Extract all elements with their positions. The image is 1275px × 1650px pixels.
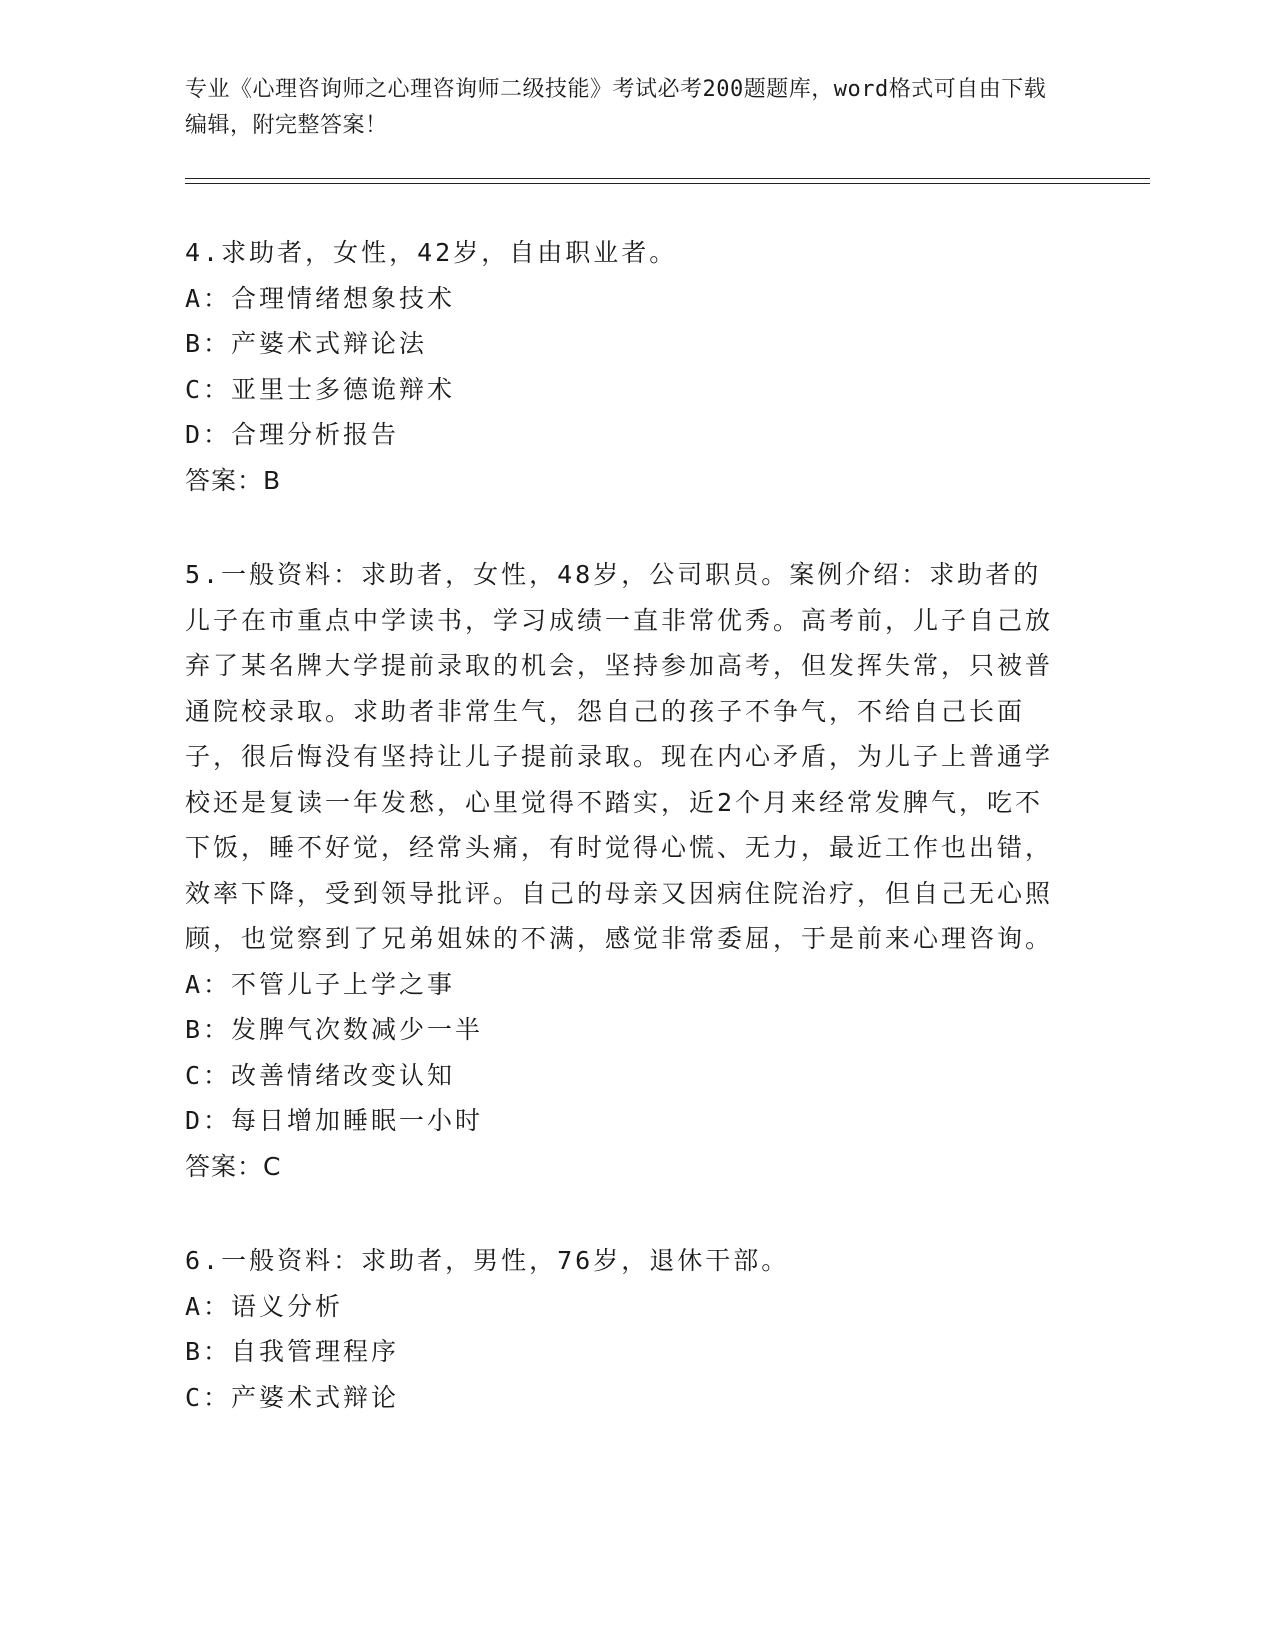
option-c: C：亚里士多德诡辩术 xyxy=(185,374,456,404)
question-item xyxy=(185,1238,1065,1420)
question-item xyxy=(185,230,1065,503)
option-a: A：语义分析 xyxy=(185,1291,344,1321)
option-b: B：发脾气次数减少一半 xyxy=(185,1015,484,1044)
option-a: A：合理情绪想象技术 xyxy=(185,283,456,313)
answer-line: 答案：B xyxy=(185,465,282,495)
document-header: 专业《心理咨询师之心理咨询师二级技能》考试必考200题题库，word格式可自由下载编辑，附完整答案！ xyxy=(185,77,1047,138)
option-d: D：合理分析报告 xyxy=(185,420,400,449)
question-stem: 6.一般资料：求助者，男性，76岁，退休干部。 xyxy=(185,1246,790,1275)
option-d: D：每日增加睡眠一小时 xyxy=(185,1106,484,1135)
option-c: C：产婆术式辩论 xyxy=(185,1382,400,1412)
option-b: B：自我管理程序 xyxy=(185,1337,400,1366)
option-a: A：不管儿子上学之事 xyxy=(185,969,456,999)
question-stem: 4.求助者，女性，42岁，自由职业者。 xyxy=(185,238,678,267)
answer-line: 答案：C xyxy=(185,1151,282,1181)
header-rule-bottom xyxy=(185,183,1150,184)
option-b: B：产婆术式辩论法 xyxy=(185,329,428,358)
question-list xyxy=(185,230,1065,1469)
header-rule-top xyxy=(185,178,1150,179)
option-c: C：改善情绪改变认知 xyxy=(185,1060,456,1090)
question-stem: 5.一般资料：求助者，女性，48岁，公司职员。案例介绍：求助者的儿子在市重点中学读书，学习成绩一直非常优秀。高考前，儿子自己放弃了某名牌大学提前录取的机会，坚持参加高考，但发挥失常，只被普通院校录取。求助者非常生气，怨自己的孩子不争气，不给自己长面子，很后悔没有坚持让儿子提前录取。现在内心矛盾，为儿子上普通学校还是复读一年发愁，心里觉得不踏实，近2个月来经常发脾气，吃不下饭，睡不好觉，经常头痛，有时觉得心慌、无力，最近工作也出错，效率下降，受到领导批评。自己的母亲又因病住院治疗，但自己无心照顾，也觉察到了兄弟姐妹的不满，感觉非常委屈，于是前来心理咨询。 xyxy=(185,560,1054,953)
question-item xyxy=(185,552,1065,1189)
